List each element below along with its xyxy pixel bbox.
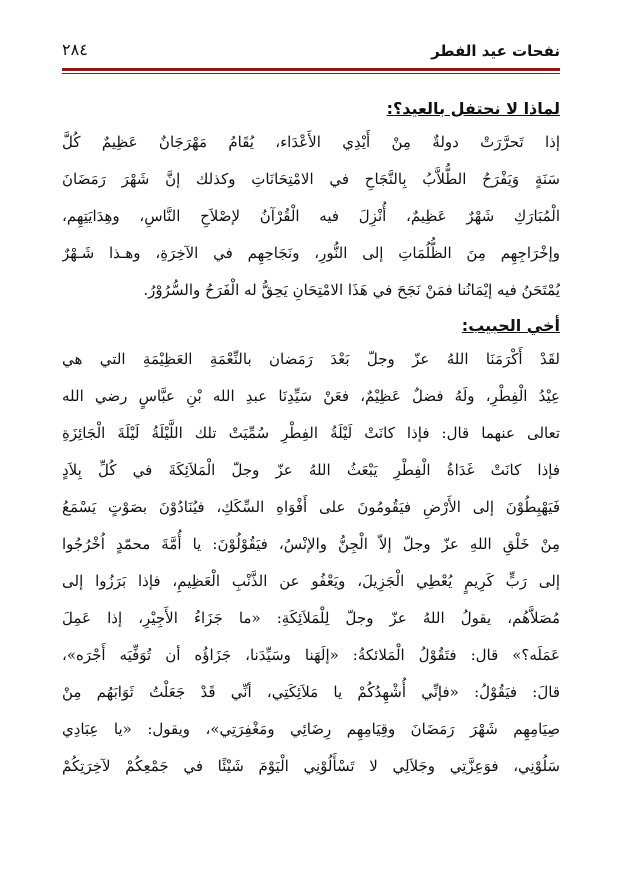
paragraph-line: صِيَامِهِم شَهْرَ رَمَضَانَ وقِيَامِهِم رِضَائِي ومَغْفِرَتِي»، ويقول: «يا عِبَادِي	[62, 720, 560, 738]
section-heading-why-celebrate: لماذا لا نحتفل بالعيد؟:	[386, 99, 560, 118]
section-heading-dear-brother: أخي الحبيب:	[461, 316, 560, 335]
paragraph-line: تعالى عنهما قال: فإذا كانَتْ لَيْلَةُ الفِطْرِ سُمِّيَتْ تلك اللَّيْلَةُ لَيْلَةَ الْجَائِزَةِ	[62, 424, 560, 442]
paragraph-line: سَنَةٍ وَيَفْرَحُ الطُّلاَّبُ بِالنَّجَاحِ في الامْتِحَانَاتِ وكذلك إنَّ شَهْرَ رَمَضَانَ	[62, 170, 560, 188]
paragraph-line: قالَ: فيَقُوْلُ: «فإنِّي أُشْهِدُكُمْ يا مَلاَئِكَتِي، أنِّي قَدْ جَعَلْتُ ثَوَابَهُم مِنْ	[62, 683, 560, 701]
paragraph-line: مُصَلاَّهُم، يقولُ اللهُ عزّ وجلّ لِلْمَلاَئِكَةِ: «ما جَزَاءُ الأَجِيْرِ، إذا عَمِلَ	[62, 609, 560, 627]
running-title: نفحات عيد الفطر	[431, 42, 560, 60]
paragraph-line: مِنْ خَلْقِ اللهِ عزّ وجلّ إلاّ الْجِنُّ والإنْسُ، فيَقُوْلُوْنَ: يا أُمَّةَ محمّدٍ اُخْرُجُوا	[62, 535, 560, 553]
header-rule-thick	[62, 68, 560, 71]
header-rule-thin	[62, 73, 560, 74]
paragraph-line: وإخْرَاجِهِم مِنَ الظُّلُمَاتِ إلى النُّورِ، ونَجَاحِهِم في الآخِرَةِ، وهـذا شَـهْرٌ	[62, 244, 560, 262]
paragraph-line: إذا تَحرَّرَتْ دولةٌ مِنْ أَيْدِي الأَعْدَاء، يُقَامُ مَهْرَجَانٌ عَظِيمٌ كُلَّ	[62, 133, 560, 151]
paragraph-line: فَيَهْبِطُوْنَ إلى الأَرْضِ فيَقُومُونَ على أَفْوَاهِ السِّكَكِ، فيُنَادُوْنَ بصَوْتٍ يَسْمَعُ	[62, 498, 560, 516]
paragraph-line: إلى رَبٍّ كَرِيمٍ يُعْطِي الْجَزِيلَ، ويَعْفُو عن الذَّنْبِ الْعَظِيمِ، فإذا بَرَزُوا إلى	[62, 572, 560, 590]
paragraph-line: فإذا كانَتْ غَدَاةُ الْفِطْرِ يَبْعَثُ اللهُ عزّ وجلّ الْمَلاَئِكَةَ في كُلِّ بِلاَدٍ	[62, 461, 560, 479]
body-text	[62, 94, 560, 785]
paragraph-line: الْمُبَارَكِ شَهْرٌ عَظِيمٌ، أُنْزِلَ فيه الْقُرْآنُ لإصْلاَحِ النَّاسِ، وهِدَايَتِهِم،	[62, 207, 560, 225]
page-header	[62, 40, 560, 68]
paragraph-line: يُمْتَحَنُ فيه إيْمَانُنا فمَنْ نَجَحَ في هَذَا الامْتِحَانِ يَحِقُّ له الْفَرَحُ والسُّرُوْرُ.	[143, 281, 560, 299]
paragraph-line: لقَدْ أَكْرَمَنَا اللهُ عزّ وجلّ بَعْدَ رَمَضان بالنِّعْمَةِ العَظِيْمَةِ التي هي	[62, 350, 560, 368]
paragraph-line: سَلُوْنِي، فوَعِزَّتِي وجَلاَلِي لا تَسْأَلُوْنِي الْيَوْمَ شَيْئًا في جَمْعِكُمْ لآخِرَتِكُمْ	[62, 757, 560, 775]
page-number: ٢٨٤	[62, 40, 88, 59]
paragraph-line: عَمَلَه؟» قال: فتَقُوْلُ الْمَلائكةُ: «إلَهَنا وسَيِّدَنا، جَزَاؤُه أن تُوَفِّيَه أَجْرَه»،	[62, 646, 560, 664]
paragraph-line: عِيْدُ الْفِطْرِ، ولَهُ فضلٌ عَظِيْمٌ، فعَنْ سَيِّدِنَا عبدِ الله بْنِ عبَّاسٍ رضي الله	[62, 387, 560, 405]
